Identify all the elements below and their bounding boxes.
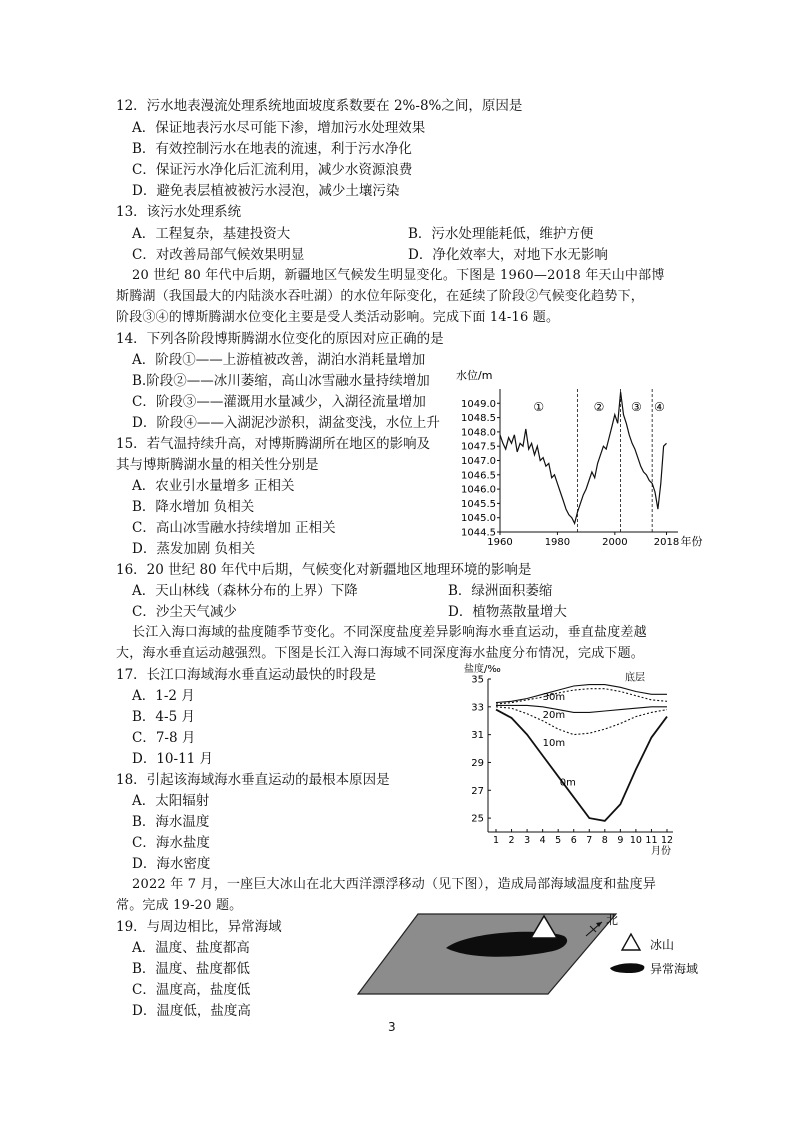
q13-option-c: C．对改善局部气候效果明显 <box>132 247 305 263</box>
q13-option-a: A．工程复杂，基建投资大 <box>132 226 291 242</box>
chart2-xlabel: 月份 <box>651 846 671 857</box>
q14-option-d: D．阶段④——入湖泥沙淤积，湖盆变浅，水位上升 <box>132 415 440 431</box>
chart2-xtick-label: 6 <box>570 835 577 846</box>
chart2-xtick-label: 12 <box>660 835 674 846</box>
q19-option-d: D．温度低，盐度高 <box>132 1003 251 1019</box>
salinity-series-30m <box>496 689 667 704</box>
stage-label: ③ <box>630 400 642 415</box>
q15-option-d: D．蒸发加剧 负相关 <box>132 541 256 557</box>
chart2-xtick-label: 2 <box>508 835 515 846</box>
chart1-ytick-label: 1049.0 <box>461 398 496 410</box>
q18-option-a: A．太阳辐射 <box>132 793 210 809</box>
q16-stem: 16．20 世纪 80 年代中后期，气候变化对新疆地区地理环境的影响是 <box>116 562 532 578</box>
chart1-xtick-label: 2018 <box>653 537 680 548</box>
q18-option-d: D．海水密度 <box>132 856 211 872</box>
chart2-ytick-label: 33 <box>471 702 484 714</box>
q19-option-a: A．温度、盐度都高 <box>132 940 250 956</box>
page-number: 3 <box>388 1020 396 1034</box>
salinity-series-底层 <box>496 685 667 703</box>
passage1-line1: 20 世纪 80 年代中后期，新疆地区气候发生明显变化。下图是 1960—2018 年天山中部博 <box>132 268 665 283</box>
q17-option-d: D．10-11 月 <box>132 751 214 767</box>
q15-stem-line2: 其与博斯腾湖水量的相关性分别是 <box>116 457 319 473</box>
q19-option-c: C．温度高，盐度低 <box>132 982 251 998</box>
chart2-ytick-label: 27 <box>471 785 484 797</box>
q12-option-c: C．保证污水净化后汇流利用，减少水资源浪费 <box>132 162 413 178</box>
q14-option-a: A．阶段①——上游植被改善，湖泊水消耗量增加 <box>132 352 426 368</box>
chart1-ytick-label: 1048.5 <box>461 413 496 425</box>
chart1-ytick-label: 1047.0 <box>461 456 496 467</box>
chart1-xtick-label: 2000 <box>602 537 628 548</box>
stage-label: ④ <box>653 400 665 415</box>
series-label: 0m <box>559 777 576 789</box>
chart2-xtick-label: 5 <box>555 835 562 846</box>
salinity-chart <box>458 660 688 858</box>
chart1-ylabel: 水位/m <box>456 369 493 382</box>
chart2-ylabel: 盐度/‰ <box>464 664 501 675</box>
q16-option-a: A．天山林线（森林分布的上界）下降 <box>132 583 358 599</box>
q16-option-b: B．绿洲面积萎缩 <box>448 583 553 599</box>
q17-option-a: A．1-2 月 <box>132 688 195 704</box>
chart2-xtick-label: 4 <box>539 835 546 846</box>
q15-option-b: B．降水增加 负相关 <box>132 499 255 515</box>
chart1-xtick-label: 1960 <box>487 537 513 548</box>
chart2-xtick-label: 9 <box>617 835 624 846</box>
passage3-line1: 2022 年 7 月，一座巨大冰山在北大西洋漂浮移动（见下图），造成局部海域温度和盐度异 <box>132 877 657 892</box>
q14-option-c: C．阶段③——灌溉用水量减少，入湖径流量增加 <box>132 394 426 410</box>
q12-option-a: A．保证地表污水尽可能下渗，增加污水处理效果 <box>132 120 426 136</box>
chart1-ytick-label: 1044.5 <box>461 527 496 539</box>
q13-option-b: B．污水处理能耗低，维护方便 <box>408 226 594 242</box>
q15-option-c: C．高山冰雪融水持续增加 正相关 <box>132 520 336 536</box>
q17-stem: 17．长江口海域海水垂直运动最快的时段是 <box>116 667 377 683</box>
q14-stem: 14．下列各阶段博斯腾湖水位变化的原因对应正确的是 <box>116 331 444 347</box>
q19-stem: 19．与周边相比，异常海域 <box>116 919 282 935</box>
chart2-xtick-label: 7 <box>586 835 593 846</box>
chart1-ytick-label: 1046.5 <box>461 470 496 482</box>
q13-option-d: D．净化效率大，对地下水无影响 <box>408 247 608 263</box>
chart1-ytick-label: 1048.0 <box>461 427 496 439</box>
chart2-xtick-label: 8 <box>601 835 608 846</box>
north-label: 北 <box>606 913 619 927</box>
lake-water-level-chart <box>446 362 703 552</box>
chart2-ytick-label: 35 <box>471 674 484 686</box>
series-label: 30m <box>542 692 566 704</box>
chart2-xtick-label: 1 <box>492 835 500 846</box>
chart1-xlabel: 年份 <box>680 535 703 548</box>
legend-anomaly-label: 异常海域 <box>650 962 699 976</box>
chart1-ytick-label: 1046.0 <box>461 484 496 496</box>
chart2-ytick-label: 31 <box>471 730 484 742</box>
passage2-line1: 长江入海口海域的盐度随季节变化。不同深度盐度差异影响海水垂直运动，垂直盐度差越 <box>132 625 647 640</box>
salinity-series-10m <box>496 707 667 735</box>
stage-label: ① <box>533 400 545 415</box>
q19-option-b: B．温度、盐度都低 <box>132 961 250 977</box>
series-label: 20m <box>542 710 566 722</box>
q18-option-b: B．海水温度 <box>132 814 210 830</box>
legend-iceberg-label: 冰山 <box>650 938 675 952</box>
q15-stem-line1: 15．若气温持续升高，对博斯腾湖所在地区的影响及 <box>116 436 431 452</box>
chart2-xtick-label: 3 <box>524 835 531 846</box>
q12-option-b: B．有效控制污水在地表的流速，利于污水净化 <box>132 141 412 157</box>
chart1-ytick-label: 1045.0 <box>461 513 496 525</box>
q18-option-c: C．海水盐度 <box>132 835 210 851</box>
q16-option-d: D．植物蒸散量增大 <box>448 604 567 620</box>
chart2-ytick-label: 29 <box>471 757 484 769</box>
passage1-line3: 阶段③④的博斯腾湖水位变化主要是受人类活动影响。完成下面 14-16 题。 <box>116 310 560 325</box>
q16-option-c: C．沙尘天气减少 <box>132 604 237 620</box>
legend-iceberg-icon <box>622 934 640 950</box>
q15-option-a: A．农业引水量增多 正相关 <box>132 478 295 494</box>
q12-stem: 12．污水地表漫流处理系统地面坡度系数要在 2%-8%之间，原因是 <box>116 98 523 114</box>
chart1-xtick-label: 1980 <box>544 537 571 548</box>
iceberg-figure <box>358 906 699 1002</box>
q18-stem: 18．引起该海域海水垂直运动的最根本原因是 <box>116 772 390 788</box>
passage2-line2: 大，海水垂直运动越强烈。下图是长江入海口海域不同深度海水盐度分布情况，完成下题。 <box>116 646 645 661</box>
q14-option-b: B.阶段②——冰川萎缩，高山冰雪融水量持续增加 <box>132 373 430 389</box>
q17-option-b: B．4-5 月 <box>132 709 195 725</box>
chart1-ytick-label: 1045.5 <box>461 498 496 510</box>
stage-label: ② <box>593 400 605 415</box>
passage1-line2: 斯腾湖（我国最大的内陆淡水吞吐湖）的水位年际变化，在延续了阶段②气候变化趋势下， <box>116 289 645 304</box>
passage3-line2: 常。完成 19-20 题。 <box>116 898 243 913</box>
series-label: 底层 <box>625 672 646 684</box>
q17-option-c: C．7-8 月 <box>132 730 196 746</box>
salinity-series-0m <box>496 710 667 821</box>
chart2-ytick-label: 25 <box>471 813 484 825</box>
chart2-xtick-label: 10 <box>629 835 642 846</box>
legend-anomaly-swatch <box>610 963 644 973</box>
salinity-series-20m <box>496 705 667 712</box>
series-label: 10m <box>542 737 566 749</box>
q12-option-d: D．避免表层植被被污水浸泡，减少土壤污染 <box>132 183 400 199</box>
chart1-ytick-label: 1047.5 <box>461 441 496 453</box>
q13-stem: 13．该污水处理系统 <box>116 204 242 220</box>
chart2-xtick-label: 11 <box>645 835 658 846</box>
